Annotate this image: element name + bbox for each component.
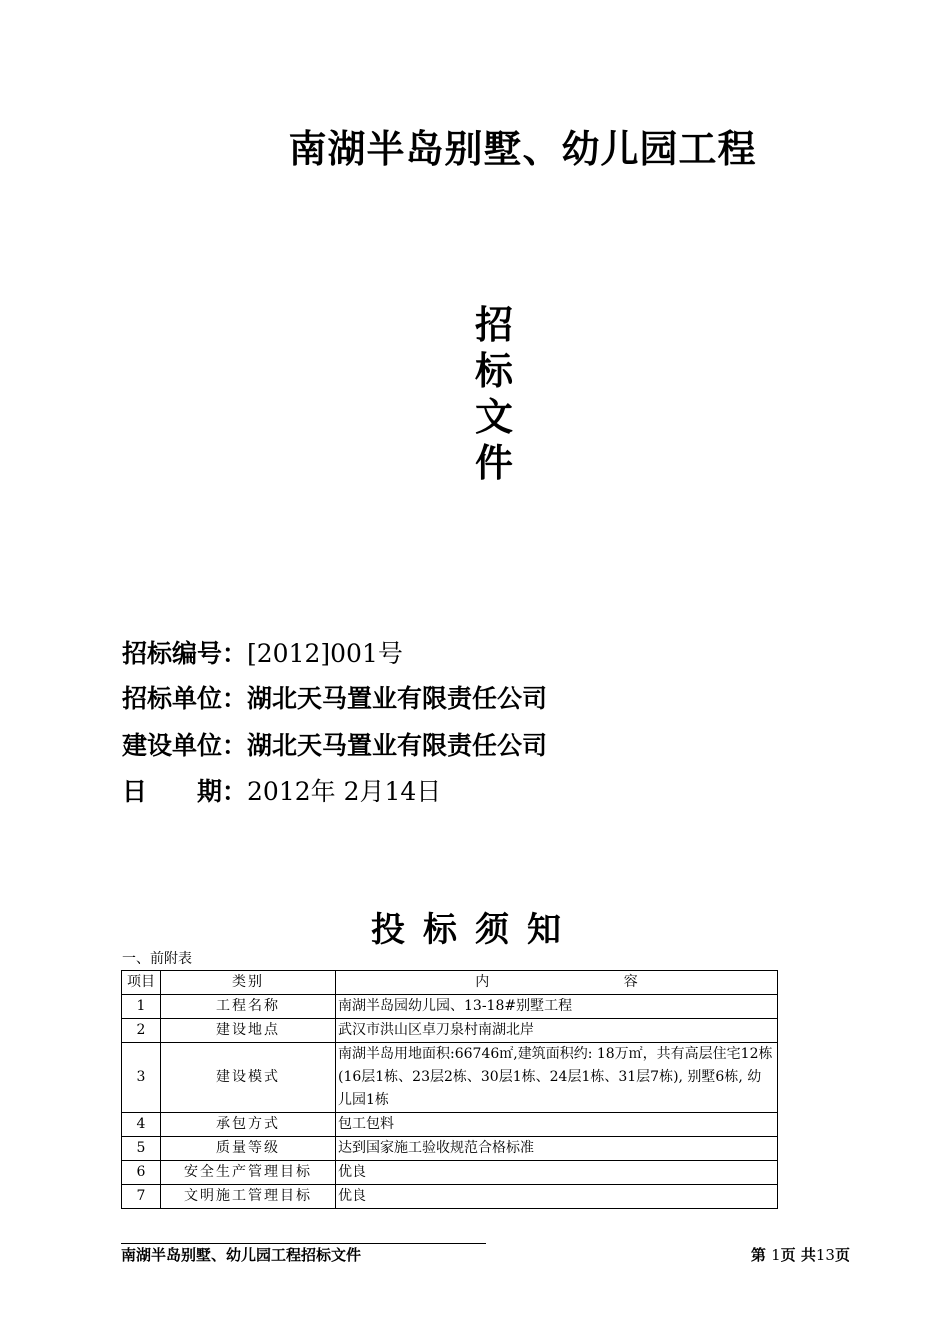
row-content: 武汉市洪山区卓刀泉村南湖北岸 <box>336 1019 778 1043</box>
footer-document-name: 南湖半岛别墅、幼儿园工程招标文件 <box>121 1246 362 1264</box>
tenderer-line <box>122 679 547 715</box>
info-value: 湖北天马置业有限责任公司 <box>247 731 548 760</box>
doc-title-char: 招 <box>474 303 513 347</box>
header-item: 项目 <box>122 971 161 995</box>
row-content: 优良 <box>336 1161 778 1185</box>
page-middle: 页 共 <box>780 1246 816 1264</box>
info-label: 建设单位： <box>122 731 248 760</box>
sub-heading: 一、前附表 <box>122 951 192 967</box>
info-label: 招标单位： <box>122 684 248 713</box>
row-no: 7 <box>122 1185 161 1209</box>
builder-line <box>122 726 547 762</box>
doc-title-char: 标 <box>474 349 513 393</box>
page-suffix: 页 <box>834 1246 850 1264</box>
doc-title-char: 件 <box>474 441 513 485</box>
footer-page-number <box>751 1244 850 1265</box>
info-value: 2012年 2月14日 <box>247 777 442 806</box>
row-content: 优良 <box>336 1185 778 1209</box>
table-header-row <box>122 971 778 995</box>
table-row <box>122 1161 778 1185</box>
page-total: 13 <box>815 1246 835 1264</box>
info-value: [2012]001号 <box>247 639 403 668</box>
info-value: 湖北天马置业有限责任公司 <box>247 684 548 713</box>
table-row <box>122 1113 778 1137</box>
date-line <box>122 772 441 808</box>
table-row <box>122 1043 778 1113</box>
row-content: 南湖半岛园幼儿园、13-18#别墅工程 <box>336 995 778 1019</box>
table-row <box>122 1185 778 1209</box>
row-no: 6 <box>122 1161 161 1185</box>
row-content: 南湖半岛用地面积:66746㎡,建筑面积约: 18万㎡，共有高层住宅12栋(16层1栋、23层2栋、30层1栋、24层1栋、31层7栋), 别墅6栋, 幼儿园1栋 <box>336 1043 778 1113</box>
row-no: 5 <box>122 1137 161 1161</box>
row-no: 4 <box>122 1113 161 1137</box>
row-category: 文明施工管理目标 <box>161 1185 336 1209</box>
row-category: 承包方式 <box>161 1113 336 1137</box>
header-category: 类别 <box>161 971 336 995</box>
row-no: 1 <box>122 995 161 1019</box>
document-title <box>470 302 518 486</box>
page-current: 1 <box>771 1246 781 1264</box>
tender-number-line <box>122 634 403 670</box>
page-prefix: 第 <box>750 1246 766 1264</box>
row-category: 建设地点 <box>161 1019 336 1043</box>
row-no: 3 <box>122 1043 161 1113</box>
section-heading: 投标须知 <box>371 910 579 950</box>
row-category: 质量等级 <box>161 1137 336 1161</box>
table-row <box>122 995 778 1019</box>
row-category: 工程名称 <box>161 995 336 1019</box>
row-category: 安全生产管理目标 <box>161 1161 336 1185</box>
info-label: 日 期： <box>122 777 248 806</box>
row-category: 建设模式 <box>161 1043 336 1113</box>
row-content: 达到国家施工验收规范合格标准 <box>336 1137 778 1161</box>
header-content: 内 容 <box>336 971 778 995</box>
row-no: 2 <box>122 1019 161 1043</box>
row-content: 包工包料 <box>336 1113 778 1137</box>
bid-info-table <box>121 970 778 1209</box>
table-row <box>122 1019 778 1043</box>
table-row <box>122 1137 778 1161</box>
project-title: 南湖半岛别墅、幼儿园工程 <box>288 127 757 171</box>
info-label: 招标编号： <box>122 639 248 668</box>
doc-title-char: 文 <box>474 395 513 439</box>
